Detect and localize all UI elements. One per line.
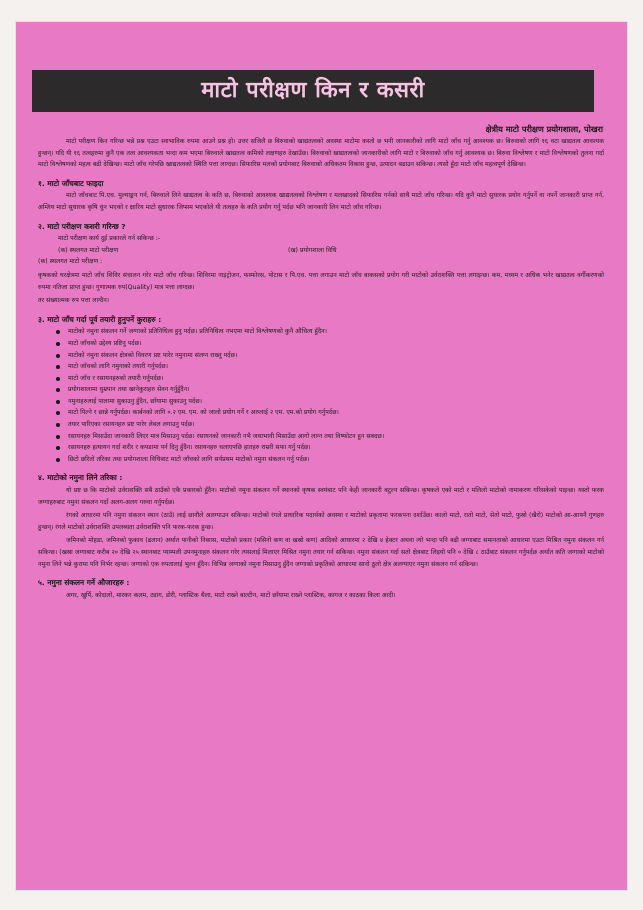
list-item: नमुनाहरुलाई पालामा सुकाउनु हुँदैन, छाँयामा सुकाउनु पर्दछ। xyxy=(68,396,604,408)
option-a: (क) स्थलगत माटो परीक्षण xyxy=(58,246,119,254)
section-2-options xyxy=(38,245,604,257)
page-title: माटो परीक्षण किन र कसरी xyxy=(32,70,594,112)
list-item: रसायनहरु हत्यायन गर्दा शरीर र कपडामा पर्न दिनु हुँदैन। रसायनहरु चलाएपछि हातहरु राम्ररी सफा गर्नु पर्दछ। xyxy=(68,442,604,454)
section-4-heading: ४. माटोको नमुना लिने तरिका : xyxy=(38,473,123,483)
intro-paragraph: माटो परीक्षण किन गरिन्छ भन्ने प्रश्न एउटा स्वाभाविक रुपमा आउने प्रश्न हो। उत्तर सजिलै छ बिरुवाको खाद्यतत्वको अवस्था माटोमा कस्तो छ भनी जानकारीको लागि माटो जाँच गर्नु आवश्यक छ। बिरुवाको लागि १६ वटा खाद्यतत्व आवश्यक हुन्छन्। यदि यी १६ तत्वहरुमा कुनै एक तत्व आवश्यकता भन्दा कम भएमा बिरुवाले खाद्यतत्व कमिको लक्षणहरु देखाउँछ। बिरुवाको खाद्यतत्वको जानकारीको लागि माटो र बिरुवाको जाँच गर्नु आवश्यक छ। बिरुवा विश्लेषण र माटो विश्लेषणको तुलना गर्दा माटो विश्लेषणको महत्व बढी देखिन्छ। माटो जाँच गरेपछि खाद्यतत्वको स्थिति पत्ता लाग्दछ। सिफारिस मलको प्रयोगबाट बिरुवाको अधिकतम विकास हुन्छ, उत्पादन बढाउन सकिन्छ। त्यसो हुँदा माटो जाँच महत्वपूर्ण देखिन्छ। xyxy=(38,138,604,169)
section-1-heading: १. माटो जाँचबाट फाइदा xyxy=(38,178,104,188)
section-3-list xyxy=(38,326,604,465)
leaflet-page xyxy=(16,22,627,890)
list-item: प्रयोगशालामा धुम्रपान तथा खानेकुराहरु सेवन गर्नुहुँदैन। xyxy=(68,384,604,396)
list-item: तयार पारिएका रसायनहरु प्रष्ट पारेर लेबल लगाउनु पर्दछ। xyxy=(68,419,604,431)
section-4-paragraph-1: यो प्रष्ट छ कि माटोको उर्वराशक्ति सबै ठाउँको एकै प्रकारको हुँदैन। माटोको नमुना संकलन गर्ने स्थानको कृषक स्वयंबाट पनि केही जानकारी बटुल्न सकिन्छ। कृषकले एको माटो र मलिलो माटोको नामाकरण गरिसकेको पाइन्छ। यस्तो फरक जग्गाहरुबाट नमुना संकलन गर्दा अलग-अलग गरुवा गर्नुपर्दछ। xyxy=(38,487,604,506)
leaflet-content xyxy=(38,136,604,603)
section-2-paragraph: कृषकको घरक्षेत्रमा माटो जाँच शिविर संचालन गरेर माटो जाँच गरिन्छ। शिविरमा नाइट्रोजन, फस्फोरस, पोटास र पि.एच. पत्ता लगाउन माटो जाँच बाकसको प्रयोग गरी माटोको उर्वराशक्ति पत्ता लगाइन्छ। कम, मध्यम र अधिक भनेर खाद्यतत्व वर्गीकरणको रुपमा नतिजा प्राप्त हुन्छ। गुणात्मक रुप(Quality) मात्र पत्ता लाग्दछ। xyxy=(38,271,604,291)
section-2-heading: २. माटो परीक्षण कसरी गरिन्छ ? xyxy=(38,221,126,231)
section-4-paragraph-2: रंगको आधारमा पनि नमुना संकलन स्थान (ठाउँ) लाई छानौले अलग्याउन सकिन्छ। माटोको रंगले प्राधारिक पदार्थको अवस्था र माटोको प्रकृतामा फरकपना दर्शाउँछ। कालो माटो, रातो माटो, सेतो माटो, फुस्रो (खैरो) माटोको आ-आफ्नै गुणहरु हुन्छन्। रंगले माटोको उर्वराशक्ति उपलब्धता उर्वराशक्ति पनि फरक-फरक हुन्छ। xyxy=(38,512,604,531)
option-b: (ख) प्रयोगशाला विधि xyxy=(288,246,337,254)
source-line: क्षेत्रीय माटो परीक्षण प्रयोगशाला, पोखरा xyxy=(485,124,603,134)
list-item: रसायनहरु मिसाउँदा जानकारी लिएर मात्र मिसाउनु पर्दछ। रसायनको जानकारी नभै जथाभावी मिसाउँदा आगो लाग्न तथा विष्फोटन हुन सक्दछ। xyxy=(68,431,604,443)
section-2-subheading: (क) स्थलगत माटो परीक्षण : xyxy=(38,258,103,266)
section-5-heading: ५. नमुना संकलन गर्ने औजारहरु : xyxy=(38,578,130,588)
list-item: माटोको नमुना संकलन गर्ने जग्गाको प्रतिनिधित्व हुनु पर्दछ। प्रतिनिधित्व नभएमा माटो विश्लेषणको कुनै औचित्य हुँदैन। xyxy=(68,326,604,338)
list-item: माटो जाँचको उद्देश्य प्रष्टिनु पर्दछ। xyxy=(68,338,604,350)
section-3-heading: ३. माटो जाँच गर्दा पूर्व तयारी हुनुपर्ने कुराहरु : xyxy=(38,314,162,324)
section-4-paragraph-3: जमिनको मोहडा, जमिनको फुकाव (ढलान) अर्थात पानीको निकास, माटोको प्रकार (मसिनो कण वा खस्रो कण) आदिको आधारमा २ देखि ४ हेक्टर अथवा त्यो भन्दा पनि बढी जग्गाबाट समानताको आधारमा एउटा मिश्रित नमुना संकलन गर्न सकिन्छ। (खस्रा जग्गाबाट करीब २० देखि २५ स्थानबाट प्याम्पली उपनमुनाहरु संकलन गरेर त्यसलाई मिलाएर मिश्रित नमुना तयार गर्न सकिन्छ। नमुना संकलन गर्दा सतो क्षेत्रबाट लिइयो पनि ० देखि ८ ठाउँबाट संकलन गर्नुपर्दछ अर्थात कति जग्गाको माटोको नमुना लिने भन्ने कुरामा पनि निर्भर रहन्छ। जग्गाको एक रुपतालाई भुल्न हुँदैन। विभिन्न जग्गाको नमुना मिसाउनु हुँदैन जग्गाको प्रकृतिको आधारमा सानो ठूलो क्षेत्र अलग्याएर नमुना संकलन गर्न सकिन्छ। xyxy=(38,537,604,568)
list-item: माटो जाँच र रसायनहरुको तयारी गर्नुपर्दछ। xyxy=(68,373,604,385)
section-1-paragraph: माटो जाँचबाट पि.एच. मुल्याङ्कन गर्न, बिरुवाले लिने खाद्यतत्व के कति छ, बिरुवाको आवश्यक खाद्यतत्वको विश्लेषण र मलखादको सिफारिस गर्नको साथै माटो जाँच गरिन्छ। यदि कुनै माटो सुधारक प्रयोग गर्नुपर्ने वा नपर्ने जानकारी प्राप्त गर्न, अम्लिय माटो सुधारक कृषि चुन भएको र क्षारिय माटो सुधारक जिप्सम भएकोले यी तत्वहरु के कति प्रयोग गर्नु पर्दछ भनि जानकारी लिन माटो जाँच गरिन्छ। xyxy=(38,192,604,211)
section-2-intro: माटो परीक्षण कार्य दुई प्रकारले गर्न सकिन्छ :- xyxy=(58,235,161,243)
section-2-paragraph-end: तर संख्यात्मक रुप पत्ता लाग्दैन। xyxy=(38,297,110,305)
list-item: माटो पिल्ने र छान्ने गर्नुपर्दछ। कार्बनको लागि ०.२ एम. एम. को जालो प्रयोग गर्ने र अरुलाई २ एम. एम.को प्रयोग गर्नुपर्दछ। xyxy=(68,407,604,419)
list-item: माटोको नमुना संकलन क्षेत्रको विवरण प्रष्ट पारेर नमुनामा संलग्न राख्नु पर्दछ। xyxy=(68,350,604,362)
list-item: छिटो छरितो तरिका तथा प्रयोगशाला विधिबाट माटो जाँचको लागि सर्वप्रथम माटोको नमुना संकलन गर्नु पर्दछ। xyxy=(68,454,604,466)
list-item: माटो जाँचको लागि नमुनाको तयारी गर्नुपर्दछ। xyxy=(68,361,604,373)
section-5-paragraph: अगर, खुर्पि, कोदालो, मारकर कलम, ट्याग, डोरी, प्लास्टिक थैला, माटो राख्ने बाल्टीन, माटो छाँयामा राख्ने प्लास्टिक, कागज र काठका किला आदी। xyxy=(66,591,396,599)
